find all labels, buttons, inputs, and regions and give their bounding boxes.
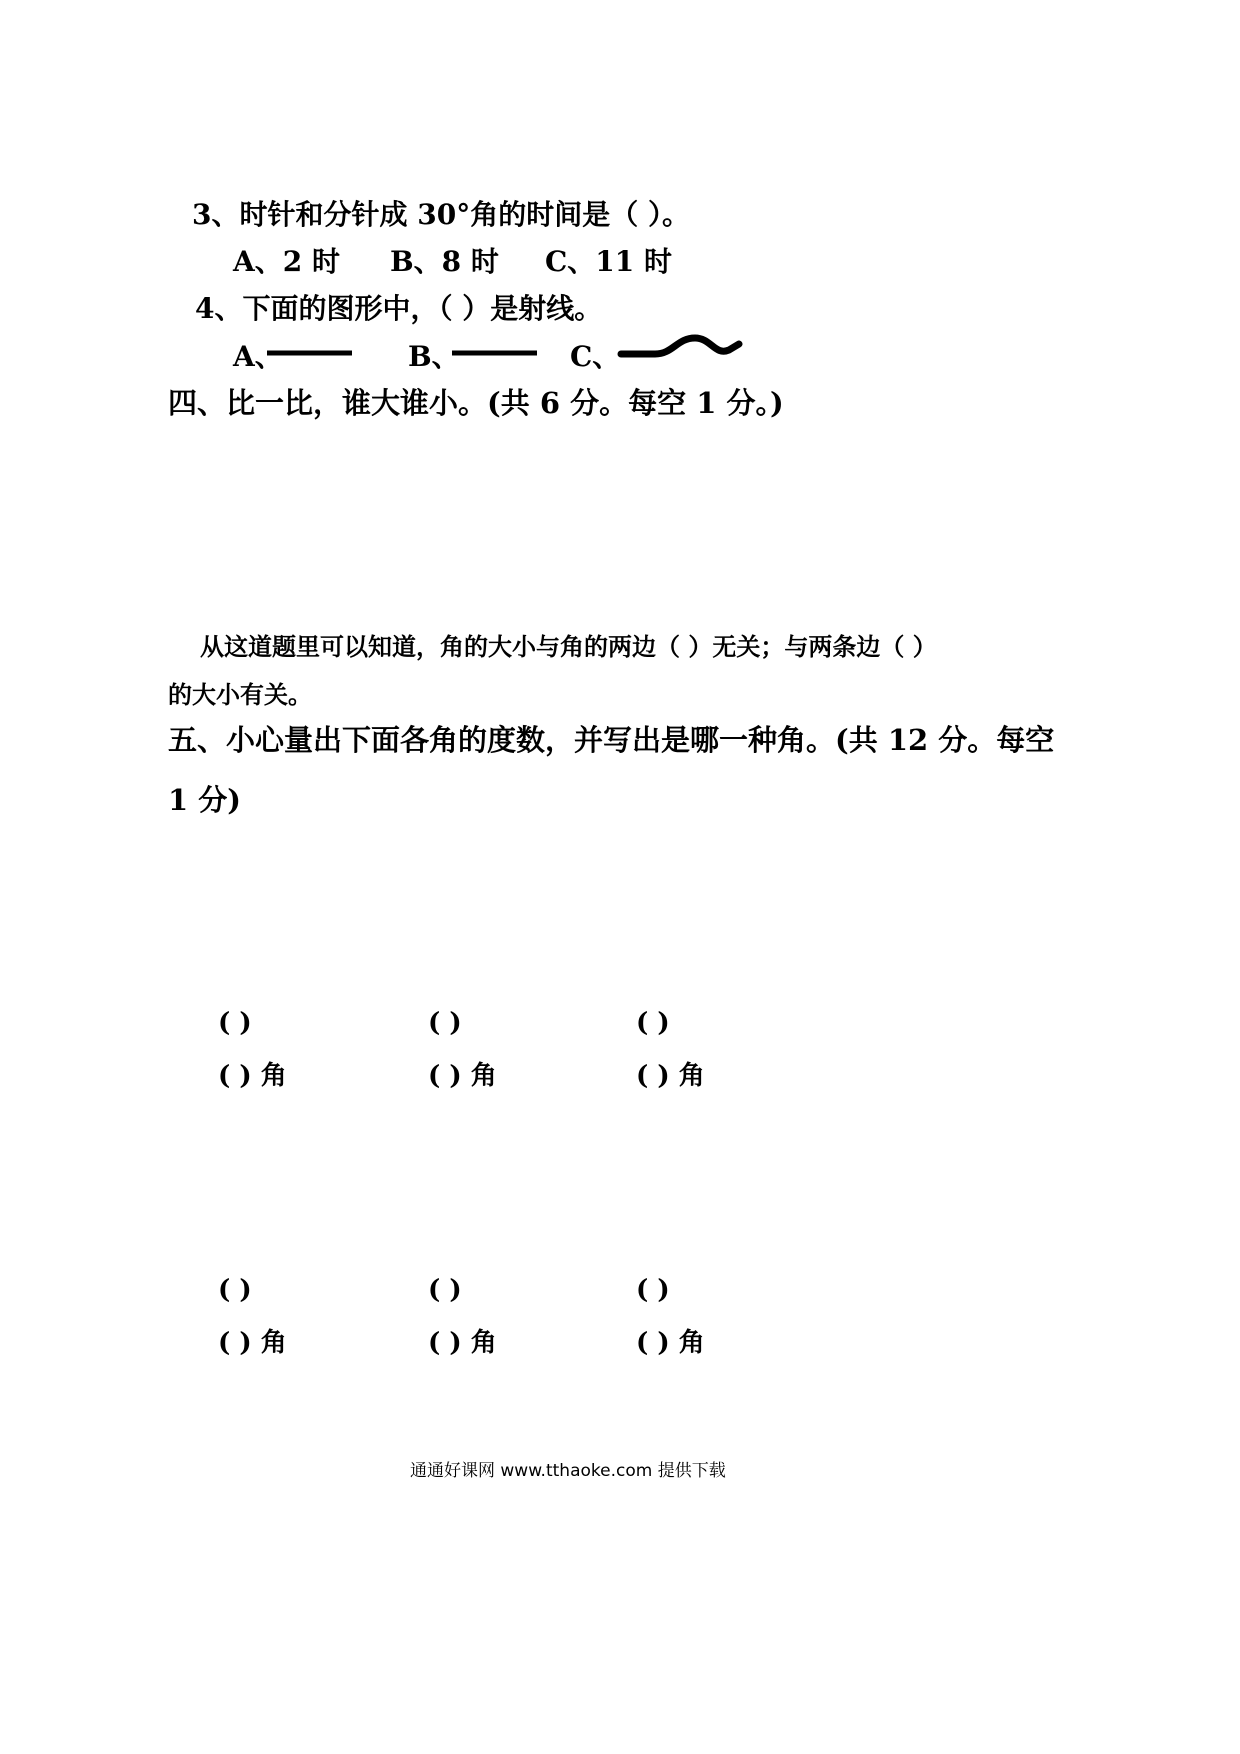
segment-a-figure (265, 348, 355, 358)
angle-1-kind-blank: ( ) 角 (218, 1061, 287, 1091)
angle-6-kind-blank: ( ) 角 (636, 1328, 705, 1358)
angle-5-kind-blank: ( ) 角 (428, 1328, 497, 1358)
angle-6-degree-blank: ( ) (636, 1275, 670, 1305)
section-5-title-line1: 五、小心量出下面各角的度数，并写出是哪一种角。(共 12 分。每空 (168, 723, 1055, 757)
question-4-option-b: B、 (408, 340, 460, 373)
footer-text: 通通好课网 www.tthaoke.com 提供下载 (410, 1461, 726, 1481)
angle-4-kind-blank: ( ) 角 (218, 1328, 287, 1358)
question-3-option-a: A、2 时 (233, 245, 340, 278)
section-4-title: 四、比一比，谁大谁小。(共 6 分。每空 1 分。) (168, 386, 784, 420)
section-4-sentence-line2: 的大小有关。 (168, 680, 312, 709)
angle-2-degree-blank: ( ) (428, 1008, 462, 1038)
question-4-option-a: A、 (233, 340, 283, 373)
angle-5-degree-blank: ( ) (428, 1275, 462, 1305)
angle-4-degree-blank: ( ) (218, 1275, 252, 1305)
section-4-sentence-line1: 从这道题里可以知道，角的大小与角的两边（ ）无关；与两条边（ ） (200, 632, 937, 661)
angle-1-degree-blank: ( ) (218, 1008, 252, 1038)
question-4-option-c: C、 (570, 340, 621, 373)
segment-b-figure (450, 348, 540, 358)
angle-3-degree-blank: ( ) (636, 1008, 670, 1038)
question-3-text: 3、时针和分针成 30°角的时间是（ ）。 (192, 198, 690, 231)
angle-3-kind-blank: ( ) 角 (636, 1061, 705, 1091)
angle-2-kind-blank: ( ) 角 (428, 1061, 497, 1091)
curve-c-figure (615, 330, 745, 370)
question-3-option-c: C、11 时 (545, 245, 672, 278)
section-5-title-line2: 1 分) (168, 783, 241, 817)
question-3-option-b: B、8 时 (390, 245, 499, 278)
question-4-text: 4、下面的图形中，（ ）是射线。 (195, 292, 603, 325)
